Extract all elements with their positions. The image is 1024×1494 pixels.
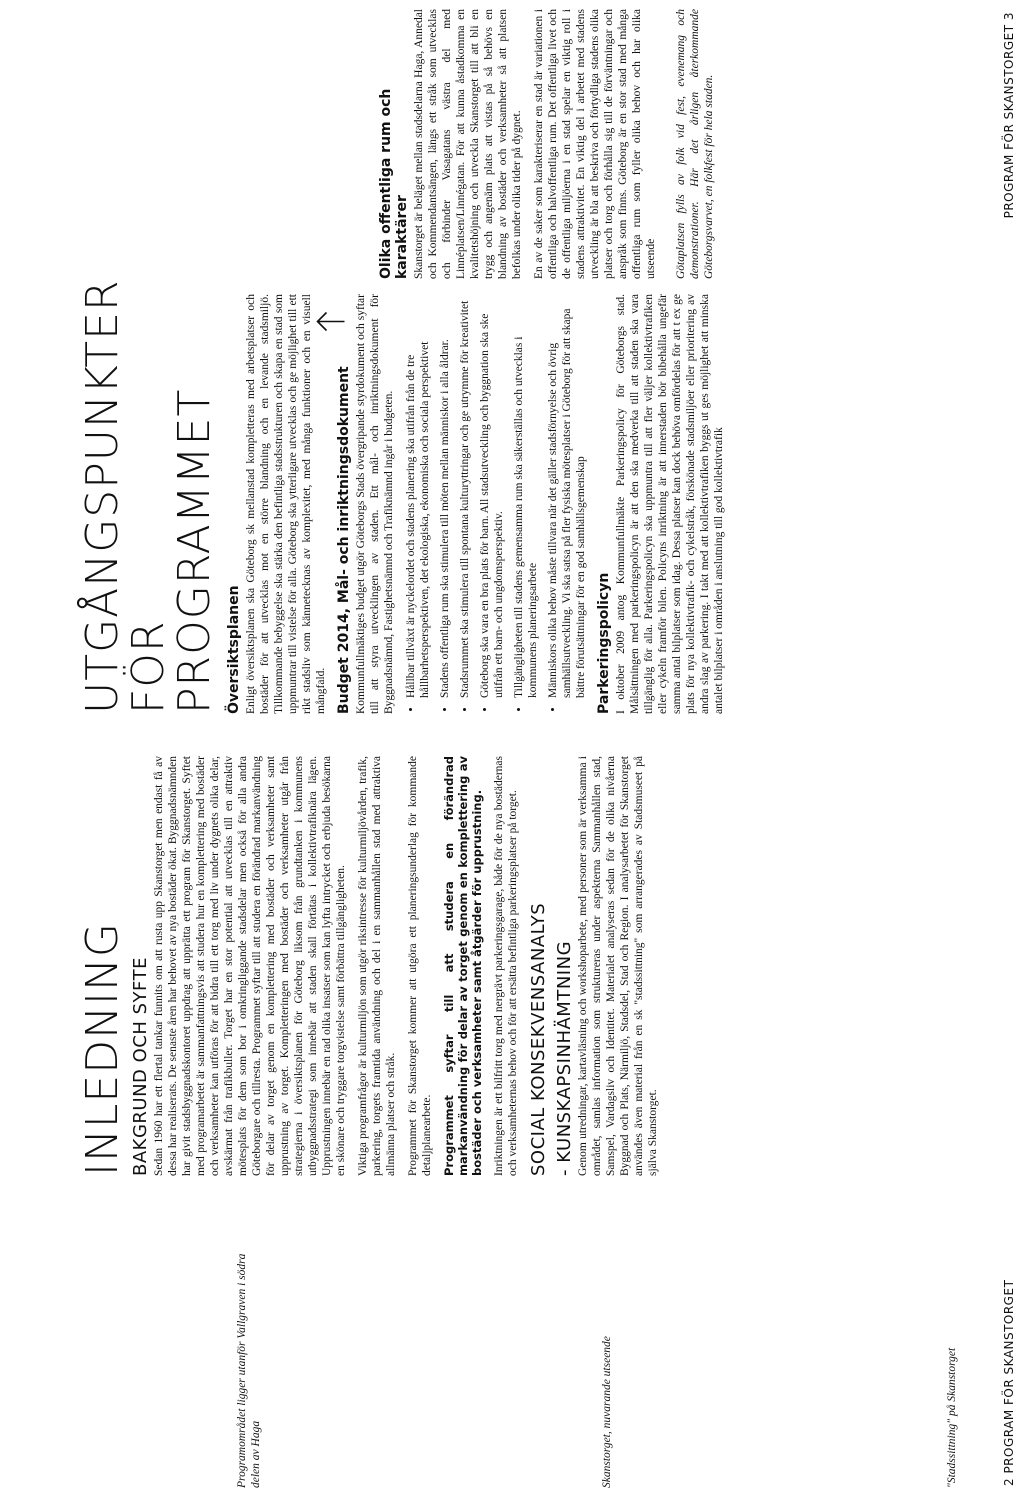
list-item: • Tillgängligheten till stadens gemensamma rum ska säkerställas och utvecklas i kommunens planeringsarbete [512,294,540,698]
paragraph: Inriktningen är ett bilfritt torg med nergrävt parkeringsgarage, både för de nya bostädernas och verksamheternas behov och för att ersätta befintliga parkeringsplatser på torget. [493,756,519,1176]
footer-right: PROGRAM FÖR SKANSTORGET 3 [1002,12,1016,219]
list-item: • Hållbar tillväxt är nyckelordet och stadens planering ska utifrån från de tre hållbarhetsperspektiven, det ekologiska, ekonomiska och sociala perspektivet [404,294,432,698]
heading-olika-offentliga-rum: Olika offentliga rum och karaktärer [378,88,410,279]
paragraph: En av de saker som karakteriserar en stad är variationen i offentliga och halvoffentliga rum. Det offentliga livet och de offentliga miljöerna i en stad spelar en viktig roll i stadens attraktivitet. En viktig del i arbetet med stadens utveckling är bla att beskriva och förtydliga stadens olika platser och torg och förhålla sig till de förväntningar och anspråk som finns. Göteborg är en stor stad med många offentliga rum som fyller olika behov och har olika utseende [533,9,657,279]
heading-kunskapsinhamtning: - KUNSKAPSINHÄMTNING [554,940,575,1176]
list-item: • Stadens offentliga rum ska stimulera till möten mellan människor i alla åldrar. [438,294,452,698]
paragraph: Kommunfullmäktiges budget utgör Göteborgs Stads övergripande styrdokument och syftar till att styra utvecklingen av staden. Ett mål- och inriktningsdokument för Byggnadsnämnd, Fastighetsnämnd och Trafiknämnd ingår i budgeten. [355,294,395,714]
heading-social-konsekvensanalys: SOCIAL KONSEKVENSANALYS [528,902,549,1176]
goal-list [404,294,588,714]
heading-parkeringspolicyn: Parkeringspolicyn [596,572,612,714]
page-title-for-programmet: FÖR PROGRAMMET [123,388,220,714]
page-title-utgangspunkter: UTGÅNGSPUNKTER [77,279,128,714]
list-item: • Människors olika behov måste tillvara när det gäller stadsförnyelse och övrig samhällsutveckling. Vi ska satsa på fler fysiska mötesplatser i Göteborg för att skapa bättre förutsättningar för en god samhällsgemenskap [546,294,588,698]
paragraph: Sedan 1960 har ett flertal tankar funnits om att rusta upp Skanstorget men endast få av dessa har realiserats. De senaste åren har behovet av nya bostäder ökat. Byggnadsnämnden har givit stadsbyggnadskontoret uppdrag att upprätta ett program för Skanstorget. Syftet med programarbetet är sammanfattningsvis att studera hur en komplettering med bostäder och verksamheter kan utföras för att bidra till ett torg med liv under dygnets olika delar, avskärmat från trafikbuller. Torget har en stor potential att utvecklas till en attraktiv mötesplats för dem som bor i omkringliggande stadsdelar men också för alla andra Göteborgare och tillresta. Programmet syftar till att studera en förändrad markanvändning för delar av torget genom en komplettering med bostäder och verksamheter samt upprustning av torget. Kompletteringen med bostäder och verksamheter utgår från strategierna i översiktsplanen för Göteborg liksom från grundtanken i kommunens utbyggnadsstrategi som innebär att staden skall förtätas i kollektivtrafiknära lägen. Upprustningen innebär en rad olika insatser som kan lyfta intrycket och erbjuda besökarna en skönare och tryggare torgvistelse samt förbättra tillgängligheten. [153,756,347,1176]
right-page-column-2 [370,9,724,279]
paragraph: Enligt översiktsplanen ska Göteborg sk mellanstad kompletteras med arbetsplatser och bostäder för att utvecklas mot en större blandning och en levande stadsmiljö. Tillkommande bebyggelse ska stärka den befintliga stadsstrukturen och skapa en stad som uppmuntrar till vistelse för alla. Göteborg ska ytterligare utvecklas och ge möjlighet till ett rikt stadsliv som kännetecknas av komplexitet, med många funktioner och en visuell mångfald. [245,294,327,714]
arrow-left-icon [311,302,351,347]
paragraph: Programmet för Skanstorget kommer att utgöra ett planeringsunderlag för kommande detaljplanearbete. [407,756,433,1176]
paragraph: Genom utredningar, kartavläsning och workshoparbete, med personer som är verksamma i området, samlas information som struktureras under aspekterna Sammanhållen stad, Samspel, Vardagsliv och Identitet. Materialet analyseras sedan för de olika nivåerna Byggnad och Plats, Närmiljö, Stadsdel, Stad och Region. I analysarbetet för Skanstorget användes även material från en sk "stadssittning" som arrangerades av Stadsmuseet på själva Skanstorget. [577,756,659,1176]
quote: Götaplatsen fylls av folk vid fest, evenemang och demonstrationer. Här det årligen återkommande Göteborgsvarvet, en folkfest för hela staden. [675,9,715,279]
paragraph: Skanstorget är beläget mellan stadsdelarna Haga, Annedal och Kommendantsängen, längs ett stråk som utvecklas och förbinder Vasagatans västra del med Linnéplatsen/Linnégatan. För att kunna åstadkomma en kvalitetshöjning och utveckla Skanstorget till att bli en trygg och angenäm plats att vistas på så behövs en blandning av bostäder och verksamheter så att platsen befolkas under olika tider på dygnet. [413,9,523,279]
list-item: • Stadsrummet ska stimulera till spontana kulturyttringar och ge utrymme för kreativitet [458,294,472,698]
heading-oversiktsplanen: Översiktsplanen [226,585,242,714]
highlight-statement: Programmet syftar till att studera en förändrad markanvändning för delar av torget genom en komplettering av bostäder och verksamheter samt åtgärder för upprustning. [442,756,484,1176]
paragraph: I oktober 2009 antog Kommunfullmäkte Parkeringspolicy för Göteborgs stad. Målsättningen med parkeringspolicyn är att den ska medverka till att staden ska vara tillgänglig för alla. Parkeringspolicyn ska uppmuntra till att fler väljer kollektivtrafiken eller cykeln framför bilen. Policyns inriktning är att innerstaden bör bibehålla ungefär samma antal bilplatser som idag. Dessa platser kan dock behöva omfördelas för att t ex ge plats för nya kollektivtrafik- och cykelstråk, förskönade stadsmiljöer eller prioritering av andra slag av parkering. I takt med att kollektivtrafiken byggs ut ges möjlighet att minska antalet bilplatser i områden i anslutning till god kollektivtrafik [615,294,725,714]
page-title-inledning: INLEDNING [77,922,128,1176]
footer-left: 2 PROGRAM FÖR SKANSTORGET [1002,1279,1016,1486]
list-item: • Göteborg ska vara en bra plats för barn. All stadsutveckling och byggnation ska ske utifrån ett barn- och ungdomsperspektiv. [478,294,506,698]
heading-budget: Budget 2014, Mål- och inriktningsdokument [336,366,352,714]
paragraph: Viktiga programfrågor är kulturmiljön som utgör riksintresse för kulturmiljövården, trafik, parkering, torgets framtida användning och del i en sammanhållen stad med attraktiva allmänna platser och stråk. [357,756,397,1176]
caption-stadssittning: "Stadssittning" på Skanstorget [946,1347,958,1488]
caption-programomradet: Programområdet ligger utanför Vallgraven i södra delen av Haga [236,1253,262,1488]
heading-bakgrund: BAKGRUND OCH SYFTE [130,957,151,1176]
right-page-content [77,279,734,714]
left-page-content [77,756,668,1176]
caption-skanstorget: Skanstorget, nuvarande utseende [601,1336,613,1488]
